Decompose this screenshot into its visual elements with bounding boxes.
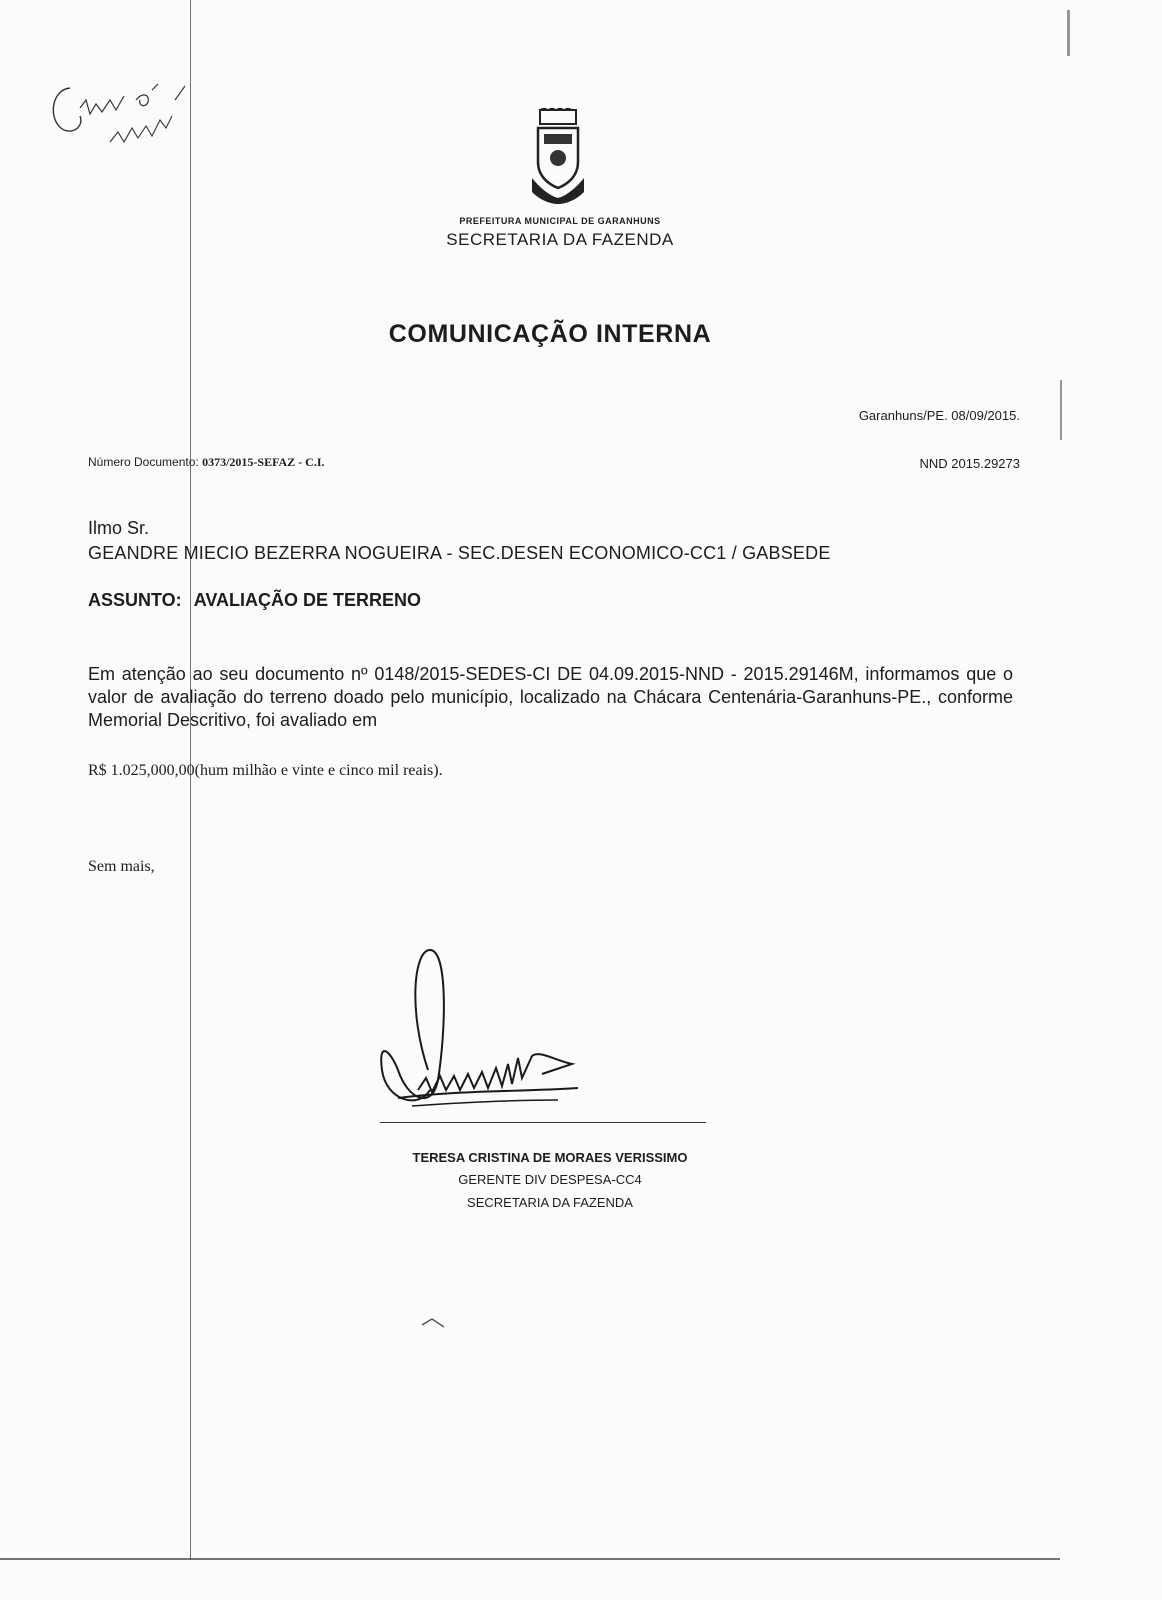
signature-line <box>380 1122 706 1123</box>
subject-value: AVALIAÇÃO DE TERRENO <box>193 590 422 610</box>
subject-line <box>88 590 421 611</box>
subject-label: ASSUNTO: <box>88 590 182 610</box>
nnd-number: NND 2015.29273 <box>919 456 1020 471</box>
prefeitura-label: PREFEITURA MUNICIPAL DE GARANHUNS <box>459 216 661 226</box>
handwritten-note <box>40 60 210 170</box>
signer-role: GERENTE DIV DESPESA-CC4 <box>458 1172 642 1187</box>
letter-body: Em atenção ao seu documento nº 0148/2015-SEDES-CI DE 04.09.2015-NND - 2015.29146M, informamos que o valor de avaliação do terreno doado pelo município, localizado na Chácara Centenária-Garanhuns-PE., conforme Memorial Descritivo, foi avaliado em <box>88 664 1013 730</box>
closing: Sem mais, <box>88 858 155 875</box>
scan-edge-line <box>0 1558 1060 1560</box>
valuation-amount: R$ 1.025,000,00(hum milhão e vinte e cinco mil reais). <box>88 762 443 779</box>
page-title: COMUNICAÇÃO INTERNA <box>388 320 712 348</box>
recipient: GEANDRE MIECIO BEZERRA NOGUEIRA - SEC.DESEN ECONOMICO-CC1 / GABSEDE <box>88 543 831 563</box>
scan-mark <box>1067 10 1070 56</box>
municipal-crest-logo <box>530 108 586 208</box>
place-date: Garanhuns/PE. 08/09/2015. <box>858 408 1020 423</box>
salutation: Ilmo Sr. <box>88 518 150 538</box>
handwritten-signature <box>368 940 668 1140</box>
document-number-label: Número Documento: <box>88 455 199 469</box>
ink-smudge <box>420 1315 446 1329</box>
signer-department: SECRETARIA DA FAZENDA <box>467 1195 633 1210</box>
document-number-value: 0373/2015-SEFAZ - C.I. <box>202 455 325 469</box>
signer-name: TERESA CRISTINA DE MORAES VERISSIMO <box>412 1150 688 1165</box>
document-number <box>88 455 325 470</box>
scan-mark <box>1060 380 1062 440</box>
header-secretaria: SECRETARIA DA FAZENDA <box>446 230 674 249</box>
